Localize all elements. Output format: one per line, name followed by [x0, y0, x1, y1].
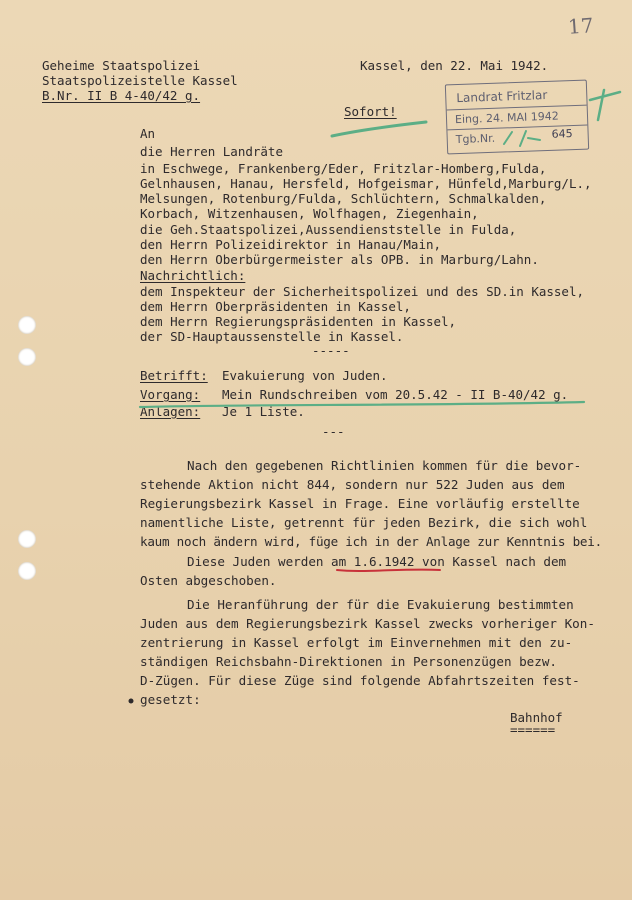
divider: --- [322, 424, 345, 439]
body-line: stehende Aktion nicht 844, sondern nur 522 Juden aus dem [140, 477, 565, 492]
addressee-line: die Geh.Staatspolizei,Aussendienststelle in Fulda, [140, 222, 517, 237]
column-heading-rule: ====== [510, 722, 556, 737]
body-line: kaum noch ändern wird, füge ich in der Anlage zur Kenntnis bei. [140, 534, 602, 549]
green-check-mark [586, 86, 626, 126]
punch-hole [18, 562, 36, 580]
body-line: zentrierung in Kassel erfolgt im Einvernehmen mit den zu- [140, 635, 573, 650]
body-line: Die Heranführung der für die Evakuierung bestimmten [187, 597, 574, 612]
addressee-line: den Herrn Oberbürgermeister als OPB. in Marburg/Lahn. [140, 252, 539, 267]
cc-line: der SD-Hauptaussenstelle in Kassel. [140, 329, 404, 344]
addressee-line: den Herrn Polizeidirektor in Hanau/Main, [140, 237, 442, 252]
body-line: Nach den gegebenen Richtlinien kommen für die bevor- [187, 458, 582, 473]
stamp-journal-number: 645 [551, 127, 573, 141]
divider: ----- [312, 343, 350, 358]
cc-label: Nachrichtlich: [140, 268, 246, 283]
body-line: ständigen Reichsbahn-Direktionen in Personenzügen bezw. [140, 654, 558, 669]
vorgang-value: Mein Rundschreiben vom 20.5.42 - II B-40/42 g. [222, 387, 569, 402]
green-stamp-scribble [500, 128, 550, 150]
body-line: gesetzt: [140, 692, 201, 707]
addressee-line: die Herren Landräte [140, 144, 283, 159]
punch-hole [18, 348, 36, 366]
betrifft-label: Betrifft: [140, 368, 208, 383]
body-line: D-Zügen. Für diese Züge sind folgende Abfahrtszeiten fest- [140, 673, 580, 688]
anlagen-label: Anlagen: [140, 404, 201, 419]
column-heading-bahnhof: Bahnhof [510, 710, 563, 725]
body-line: Regierungsbezirk Kassel in Frage. Eine vorläufig erstellte [140, 496, 580, 511]
reference-number: B.Nr. II B 4-40/42 g. [42, 88, 201, 103]
addressee-line: in Eschwege, Frankenberg/Eder, Fritzlar-Homberg,Fulda, [140, 161, 547, 176]
cc-line: dem Herrn Regierungspräsidenten in Kassel, [140, 314, 457, 329]
sender-line-1: Geheime Staatspolizei [42, 58, 201, 73]
body-line: Juden aus dem Regierungsbezirk Kassel zwecks vorheriger Kon- [140, 616, 595, 631]
betrifft-value: Evakuierung von Juden. [222, 368, 388, 383]
punch-hole [18, 316, 36, 334]
green-underline [138, 398, 588, 412]
addressee-line: Melsungen, Rotenburg/Fulda, Schlüchtern, Schmalkalden, [140, 191, 547, 206]
stamp-received-date: Eing. 24. MAI 1942 [454, 109, 559, 127]
anlagen-value: Je 1 Liste. [222, 404, 305, 419]
addressee-intro: An [140, 126, 156, 141]
stamp-journal-label: Tgb.Nr. [455, 131, 496, 147]
stamp-office: Landrat Fritzlar [456, 87, 548, 106]
body-line: Osten abgeschoben. [140, 573, 277, 588]
punch-hole [18, 530, 36, 548]
ink-dot [126, 696, 136, 706]
body-line: Diese Juden werden am 1.6.1942 von Kassel nach dem [187, 554, 567, 569]
vorgang-label: Vorgang: [140, 387, 201, 402]
green-pencil-stroke [330, 118, 430, 144]
sender-line-2: Staatspolizeistelle Kassel [42, 73, 238, 88]
place-date: Kassel, den 22. Mai 1942. [360, 58, 549, 73]
handwritten-page-number: 17 [567, 13, 595, 39]
red-underline [334, 564, 444, 576]
addressee-line: Gelnhausen, Hanau, Hersfeld, Hofgeismar, Hünfeld,Marburg/L., [140, 176, 592, 191]
urgent-marker: Sofort! [344, 104, 397, 119]
body-line: namentliche Liste, getrennt für jeden Bezirk, die sich wohl [140, 515, 588, 530]
cc-line: dem Inspekteur der Sicherheitspolizei und des SD.in Kassel, [140, 284, 585, 299]
cc-line: dem Herrn Oberpräsidenten in Kassel, [140, 299, 411, 314]
addressee-line: Korbach, Witzenhausen, Wolfhagen, Ziegenhain, [140, 206, 479, 221]
